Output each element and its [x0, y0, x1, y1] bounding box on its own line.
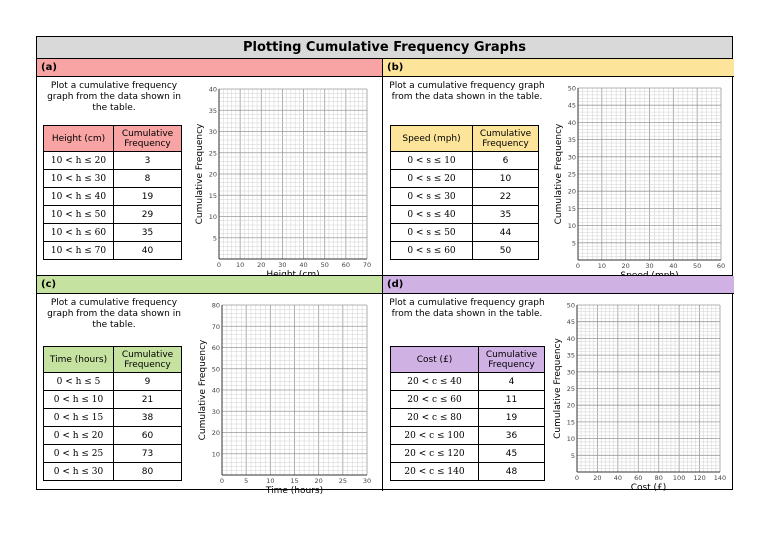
- x-tick-label: 20: [621, 262, 630, 270]
- x-tick-label: 25: [338, 477, 347, 485]
- x-tick-label: 120: [693, 474, 706, 482]
- question-a-label: (a): [37, 59, 382, 77]
- question-a: [37, 59, 382, 275]
- cumulative-frequency-cell: 19: [479, 409, 545, 427]
- class-interval-cell: 20 < c ≤ 60: [391, 391, 479, 409]
- frequency-table: [390, 346, 545, 481]
- x-tick-label: 20: [593, 474, 602, 482]
- y-tick-label: 10: [211, 450, 220, 459]
- x-tick-label: 20: [314, 477, 323, 485]
- cumulative-frequency-cell: 35: [114, 224, 182, 242]
- table-row: [44, 373, 182, 391]
- cumulative-frequency-cell: 60: [114, 427, 182, 445]
- x-tick-label: 0: [574, 474, 580, 482]
- y-tick-label: 50: [566, 301, 575, 310]
- question-c-label: (c): [37, 276, 382, 294]
- cumulative-frequency-cell: 36: [479, 427, 545, 445]
- table-row: [391, 391, 545, 409]
- cumulative-frequency-cell: 10: [473, 170, 539, 188]
- cumulative-frequency-cell: 45: [479, 445, 545, 463]
- horizontal-divider: [37, 275, 732, 276]
- class-interval-cell: 20 < c ≤ 120: [391, 445, 479, 463]
- y-tick-label: 60: [211, 344, 220, 352]
- y-tick-label: 15: [208, 191, 217, 200]
- table-row: [44, 242, 182, 260]
- y-tick-label: 25: [566, 385, 575, 393]
- graph-grid: [192, 301, 377, 505]
- x-tick-label: 15: [290, 477, 299, 485]
- question-c: [37, 276, 382, 496]
- y-tick-label: 25: [208, 149, 217, 158]
- table-row: [44, 170, 182, 188]
- cumulative-frequency-cell: 6: [473, 152, 539, 170]
- table-row: [391, 445, 545, 463]
- table-row: [391, 188, 539, 206]
- class-interval-cell: 0 < h ≤ 20: [44, 427, 114, 445]
- cumulative-frequency-cell: 9: [114, 373, 182, 391]
- frequency-table: [43, 125, 182, 260]
- class-interval-cell: 0 < s ≤ 30: [391, 188, 473, 206]
- class-header: Time (hours): [44, 347, 114, 373]
- x-tick-label: 10: [597, 262, 606, 270]
- x-axis-label: Time (hours): [265, 486, 324, 496]
- table-row: [44, 427, 182, 445]
- x-tick-label: 80: [654, 474, 663, 482]
- cumulative-frequency-header: Cumulative Frequency: [114, 126, 182, 152]
- x-tick-label: 10: [266, 477, 275, 485]
- table-row: [391, 242, 539, 260]
- cumulative-frequency-cell: 35: [473, 206, 539, 224]
- class-interval-cell: 10 < h ≤ 70: [44, 242, 114, 260]
- class-interval-cell: 0 < s ≤ 60: [391, 242, 473, 260]
- y-tick-label: 35: [208, 106, 217, 115]
- x-tick-label: 60: [634, 474, 643, 482]
- x-tick-label: 100: [672, 474, 686, 482]
- x-tick-label: 0: [219, 477, 225, 485]
- cumulative-frequency-cell: 4: [479, 373, 545, 391]
- table-row: [44, 224, 182, 242]
- grid-lines: [578, 88, 721, 260]
- class-interval-cell: 0 < h ≤ 30: [44, 463, 114, 481]
- class-interval-cell: 10 < h ≤ 60: [44, 224, 114, 242]
- instruction-text: Plot a cumulative frequency graph from the data shown in the table.: [389, 81, 545, 102]
- table-row: [44, 152, 182, 170]
- worksheet: [36, 36, 733, 496]
- y-tick-label: 40: [211, 386, 220, 395]
- y-tick-label: 80: [211, 301, 220, 310]
- graph-grid: [189, 85, 377, 289]
- table-row: [44, 188, 182, 206]
- y-tick-label: 15: [566, 418, 575, 427]
- class-interval-cell: 0 < s ≤ 10: [391, 152, 473, 170]
- class-interval-cell: 0 < h ≤ 5: [44, 373, 114, 391]
- x-tick-label: 30: [362, 477, 372, 485]
- y-tick-label: 30: [566, 368, 575, 377]
- y-tick-label: 5: [570, 451, 575, 460]
- cumulative-frequency-cell: 22: [473, 188, 539, 206]
- x-tick-label: 0: [216, 261, 222, 269]
- cumulative-frequency-cell: 8: [114, 170, 182, 188]
- cumulative-frequency-cell: 48: [479, 463, 545, 481]
- y-axis-label: Cumulative Frequency: [195, 123, 205, 225]
- cumulative-frequency-cell: 73: [114, 445, 182, 463]
- class-interval-cell: 0 < s ≤ 20: [391, 170, 473, 188]
- y-tick-label: 20: [208, 170, 217, 179]
- y-axis-label: Cumulative Frequency: [554, 123, 564, 225]
- class-interval-cell: 0 < h ≤ 10: [44, 391, 114, 409]
- instruction-text: Plot a cumulative frequency graph from the data shown in the table.: [47, 298, 181, 330]
- x-tick-label: 70: [362, 261, 372, 269]
- class-header: Height (cm): [44, 126, 114, 152]
- y-tick-label: 20: [567, 187, 576, 196]
- class-interval-cell: 0 < h ≤ 25: [44, 445, 114, 463]
- graph-grid: [548, 84, 731, 290]
- table-row: [391, 463, 545, 481]
- x-tick-label: 60: [341, 261, 350, 269]
- x-axis-label: Cost (£): [630, 483, 667, 493]
- cumulative-frequency-cell: 11: [479, 391, 545, 409]
- grid-lines: [577, 305, 720, 472]
- grid-lines: [219, 89, 367, 259]
- y-tick-label: 25: [567, 170, 576, 179]
- x-tick-label: 40: [613, 474, 622, 482]
- y-tick-label: 40: [566, 334, 575, 343]
- y-tick-label: 30: [208, 128, 217, 136]
- table-row: [391, 206, 539, 224]
- y-tick-label: 50: [567, 84, 576, 93]
- table-row: [391, 409, 545, 427]
- class-interval-cell: 10 < h ≤ 40: [44, 188, 114, 206]
- table-row: [391, 427, 545, 445]
- y-tick-label: 30: [211, 407, 220, 416]
- table-row: [44, 445, 182, 463]
- cumulative-frequency-cell: 38: [114, 409, 182, 427]
- y-tick-label: 35: [567, 136, 576, 145]
- cumulative-frequency-cell: 3: [114, 152, 182, 170]
- question-b-label: (b): [383, 59, 734, 77]
- table-row: [44, 206, 182, 224]
- x-tick-label: 10: [236, 261, 245, 269]
- y-tick-label: 10: [208, 213, 217, 221]
- class-interval-cell: 20 < c ≤ 80: [391, 409, 479, 427]
- x-tick-label: 60: [716, 262, 726, 270]
- question-d: [383, 276, 734, 491]
- cumulative-frequency-cell: 80: [114, 463, 182, 481]
- x-tick-label: 140: [713, 474, 727, 482]
- question-d-label: (d): [383, 276, 734, 294]
- table-row: [391, 170, 539, 188]
- class-header: Cost (£): [391, 347, 479, 373]
- y-tick-label: 40: [567, 118, 576, 127]
- cumulative-frequency-header: Cumulative Frequency: [473, 126, 539, 152]
- class-header: Speed (mph): [391, 126, 473, 152]
- worksheet-title: Plotting Cumulative Frequency Graphs: [37, 37, 732, 59]
- table-row: [391, 373, 545, 391]
- x-tick-label: 50: [693, 262, 702, 270]
- y-tick-label: 15: [567, 204, 576, 213]
- class-interval-cell: 10 < h ≤ 50: [44, 206, 114, 224]
- x-tick-label: 40: [669, 262, 678, 270]
- graph-grid: [547, 301, 730, 502]
- x-tick-label: 40: [299, 261, 308, 269]
- cumulative-frequency-cell: 29: [114, 206, 182, 224]
- y-tick-label: 40: [208, 85, 217, 94]
- y-tick-label: 20: [566, 401, 575, 410]
- cumulative-frequency-cell: 21: [114, 391, 182, 409]
- y-tick-label: 35: [566, 351, 575, 360]
- table-row: [44, 463, 182, 481]
- table-row: [44, 409, 182, 427]
- frequency-table: [43, 346, 182, 481]
- class-interval-cell: 0 < h ≤ 15: [44, 409, 114, 427]
- x-tick-label: 20: [257, 261, 266, 269]
- cumulative-frequency-header: Cumulative Frequency: [479, 347, 545, 373]
- class-interval-cell: 10 < h ≤ 30: [44, 170, 114, 188]
- cumulative-frequency-header: Cumulative Frequency: [114, 347, 182, 373]
- cumulative-frequency-cell: 19: [114, 188, 182, 206]
- table-row: [44, 391, 182, 409]
- frequency-table: [390, 125, 539, 260]
- cumulative-frequency-cell: 50: [473, 242, 539, 260]
- x-tick-label: 30: [645, 262, 654, 270]
- y-axis-label: Cumulative Frequency: [553, 338, 563, 439]
- cumulative-frequency-cell: 40: [114, 242, 182, 260]
- x-tick-label: 30: [278, 261, 287, 269]
- y-axis-label: Cumulative Frequency: [198, 339, 208, 441]
- y-tick-label: 10: [566, 435, 575, 444]
- x-tick-label: 5: [244, 477, 249, 485]
- grid-lines: [222, 305, 367, 475]
- y-tick-label: 45: [567, 101, 576, 110]
- class-interval-cell: 20 < c ≤ 140: [391, 463, 479, 481]
- table-row: [391, 152, 539, 170]
- class-interval-cell: 0 < s ≤ 40: [391, 206, 473, 224]
- y-tick-label: 50: [211, 365, 220, 374]
- y-tick-label: 70: [211, 322, 220, 331]
- cumulative-frequency-cell: 44: [473, 224, 539, 242]
- table-row: [391, 224, 539, 242]
- class-interval-cell: 10 < h ≤ 20: [44, 152, 114, 170]
- x-tick-label: 50: [320, 261, 329, 269]
- y-tick-label: 30: [567, 153, 576, 162]
- instruction-text: Plot a cumulative frequency graph from the data shown in the table.: [47, 81, 181, 113]
- y-tick-label: 20: [211, 429, 220, 437]
- class-interval-cell: 20 < c ≤ 100: [391, 427, 479, 445]
- class-interval-cell: 20 < c ≤ 40: [391, 373, 479, 391]
- question-b: [383, 59, 734, 275]
- x-tick-label: 0: [575, 262, 581, 270]
- y-tick-label: 45: [566, 318, 575, 327]
- y-tick-label: 10: [567, 222, 576, 231]
- class-interval-cell: 0 < s ≤ 50: [391, 224, 473, 242]
- y-tick-label: 5: [212, 234, 217, 243]
- y-tick-label: 5: [571, 239, 576, 248]
- instruction-text: Plot a cumulative frequency graph from the data shown in the table.: [389, 298, 545, 319]
